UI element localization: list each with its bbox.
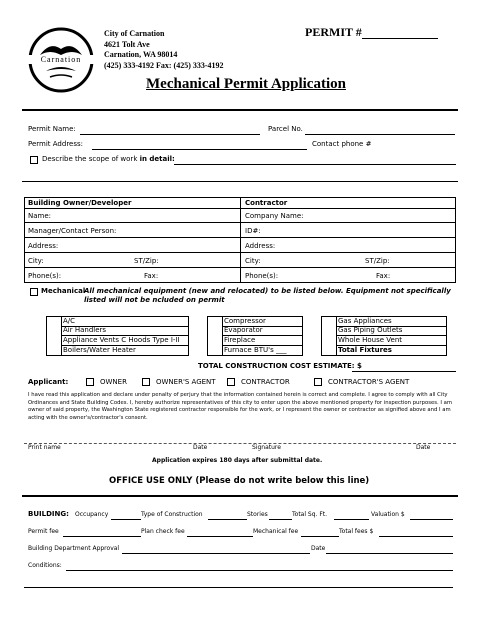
city-phone: (425) 333-4192 Fax: (425) 333-4192 [104, 60, 224, 70]
office-divider [22, 495, 458, 497]
office-total-fees-label: Total fees $ [339, 528, 374, 535]
date-label-2: Date [416, 444, 431, 451]
table-row-line [24, 237, 456, 238]
mechanical-note-line1: All mechanical equipment (new and relocated) to be listed below. Equipment not specifically [84, 287, 451, 295]
col3-blank-divider [336, 316, 337, 356]
contractor-city-label[interactable]: City: [245, 257, 261, 265]
permit-number-field[interactable] [362, 38, 438, 39]
declaration-text: I have read this application and declare under penalty of perjury that the information contained herein is correct and complete. I agree to comply with all City Ordinances and State Building Codes. I, hereby authorize representatives of this city to enter upon the above mentioned property for inspection purposes. I am owner of said property, the Washington State registered contractor responsible for the work, or I represent the owner or contractor as signified above and I am acting with the owner's/contractor's consent. [28, 392, 452, 421]
contact-phone-label: Contact phone # [312, 140, 372, 148]
contractor-stzip-label[interactable]: ST/Zip: [365, 257, 390, 265]
owner-city-label[interactable]: City: [28, 257, 44, 265]
signature-label: Signature [252, 444, 281, 451]
equip-evaporator[interactable]: Evaporator [224, 326, 263, 334]
office-valuation-field[interactable] [410, 519, 453, 520]
owner-stzip-label[interactable]: ST/Zip: [134, 257, 159, 265]
col1-blank-divider [61, 316, 62, 356]
equip-gas-appliances[interactable]: Gas Appliances [338, 317, 392, 325]
city-logo [28, 27, 94, 93]
page-title: Mechanical Permit Application [146, 76, 346, 92]
mechanical-note-line2: listed will not be ncluded on permit [84, 296, 225, 304]
office-permit-fee-field[interactable] [63, 536, 141, 537]
applicant-label: Applicant: [28, 378, 69, 386]
equip-whole-house-vent[interactable]: Whole House Vent [338, 336, 403, 344]
office-date-field[interactable] [326, 553, 453, 554]
office-dept-approval-field[interactable] [122, 553, 310, 554]
date-label-1: Date [193, 444, 208, 451]
office-total-sqft-label: Total Sq. Ft. [292, 511, 328, 518]
contractor-id-label[interactable]: ID#: [245, 227, 261, 235]
office-permit-fee-label: Permit fee [28, 528, 59, 535]
owner-phone-label[interactable]: Phone(s): [28, 272, 62, 280]
applicant-owner-label: OWNER [100, 378, 127, 386]
office-occupancy-label: Occupancy [75, 511, 109, 518]
office-construction-type-label: Type of Construction [141, 511, 203, 518]
signature-line[interactable] [24, 443, 456, 444]
applicant-contractor-checkbox[interactable] [227, 378, 235, 386]
office-mechanical-fee-field[interactable] [301, 536, 339, 537]
equip-ac[interactable]: A/C [63, 317, 76, 325]
equip-air-handlers[interactable]: Air Handlers [63, 326, 107, 334]
office-stories-field[interactable] [269, 519, 292, 520]
office-total-sqft-field[interactable] [334, 519, 369, 520]
contractor-phone-label[interactable]: Phone(s): [245, 272, 279, 280]
describe-scope-bold: in detail: [139, 155, 175, 163]
table-row-line [24, 222, 456, 223]
header-divider [22, 109, 458, 111]
city-address-block [104, 29, 224, 71]
equip-total-fixtures[interactable]: Total Fixtures [338, 346, 392, 354]
office-plan-check-fee-label: Plan check fee [141, 528, 185, 535]
permit-name-field[interactable] [80, 134, 260, 135]
applicant-contractor-label: CONTRACTOR [241, 378, 290, 386]
table-row-line [24, 252, 456, 253]
contractor-fax-label[interactable]: Fax: [376, 272, 391, 280]
print-name-label: Print name [28, 444, 61, 451]
office-mechanical-fee-label: Mechanical fee [253, 528, 299, 535]
permit-number-label: PERMIT # [305, 25, 362, 39]
contractor-address-label[interactable]: Address: [245, 242, 276, 250]
office-building-label: BUILDING: [28, 510, 69, 518]
city-state-zip: Carnation, WA 98014 [104, 50, 178, 59]
owner-manager-label[interactable]: Manager/Contact Person: [28, 227, 117, 235]
describe-scope-field-line2[interactable] [22, 181, 458, 182]
equip-compressor[interactable]: Compressor [224, 317, 266, 325]
equip-gas-piping[interactable]: Gas Piping Outlets [338, 326, 403, 334]
office-total-fees-field[interactable] [379, 536, 453, 537]
owner-fax-label[interactable]: Fax: [144, 272, 159, 280]
office-conditions-label: Conditions: [28, 562, 62, 569]
office-use-title: OFFICE USE ONLY (Please do not write below this line) [109, 476, 370, 486]
expiry-notice: Application expires 180 days after submittal date. [152, 457, 323, 464]
contractor-header: Contractor [245, 199, 288, 207]
permit-address-label: Permit Address: [28, 140, 84, 148]
office-conditions-field-line2[interactable] [24, 587, 453, 588]
applicant-owner-agent-checkbox[interactable] [142, 378, 150, 386]
permit-name-label: Permit Name: [28, 125, 76, 133]
owner-name-label[interactable]: Name: [28, 212, 52, 220]
parcel-no-label: Parcel No. [268, 125, 303, 133]
office-conditions-field[interactable] [66, 570, 453, 571]
applicant-text: Applicant [28, 378, 66, 386]
equip-fireplace[interactable]: Fireplace [224, 336, 256, 344]
office-plan-check-fee-field[interactable] [187, 536, 253, 537]
office-construction-type-field[interactable] [208, 519, 247, 520]
mechanical-label: Mechanical [41, 287, 86, 295]
table-row-line [24, 267, 456, 268]
contractor-company-label[interactable]: Company Name: [245, 212, 304, 220]
describe-scope-field[interactable] [174, 164, 456, 165]
permit-address-field[interactable] [92, 149, 307, 150]
office-valuation-label: Valuation $ [371, 511, 405, 518]
owner-address-label[interactable]: Address: [28, 242, 59, 250]
equip-appliance-vents[interactable]: Appliance Vents C Hoods Type I-II [63, 336, 180, 344]
table-header-line [24, 208, 456, 209]
mechanical-checkbox[interactable] [30, 288, 38, 296]
applicant-contractor-agent-label: CONTRACTOR'S AGENT [328, 378, 410, 386]
describe-scope-label [42, 155, 175, 163]
applicant-contractor-agent-checkbox[interactable] [314, 378, 322, 386]
office-date-label: Date [311, 545, 326, 552]
city-street: 4621 Tolt Ave [104, 39, 150, 49]
equip-boilers[interactable]: Boilers/Water Heater [63, 346, 136, 354]
table-divider [240, 197, 241, 283]
logo-text: Carnation [28, 55, 94, 64]
equip-furnace[interactable]: Furnace BTU's ___ [224, 346, 287, 354]
owner-header: Building Owner/Developer [28, 199, 132, 207]
cost-estimate-label: TOTAL CONSTRUCTION COST ESTIMATE: $ [198, 362, 362, 370]
applicant-owner-agent-label: OWNER'S AGENT [156, 378, 216, 386]
describe-scope-checkbox[interactable] [30, 156, 38, 164]
office-occupancy-field[interactable] [111, 519, 141, 520]
cost-estimate-field[interactable] [352, 371, 456, 372]
city-name: City of Carnation [104, 29, 165, 38]
parcel-no-field[interactable] [305, 134, 455, 135]
office-dept-approval-label: Building Department Approval [28, 545, 120, 552]
office-stories-label: Stories [247, 511, 268, 518]
col2-blank-divider [222, 316, 223, 356]
applicant-owner-checkbox[interactable] [86, 378, 94, 386]
describe-scope-text: Describe the scope of work [42, 155, 140, 163]
